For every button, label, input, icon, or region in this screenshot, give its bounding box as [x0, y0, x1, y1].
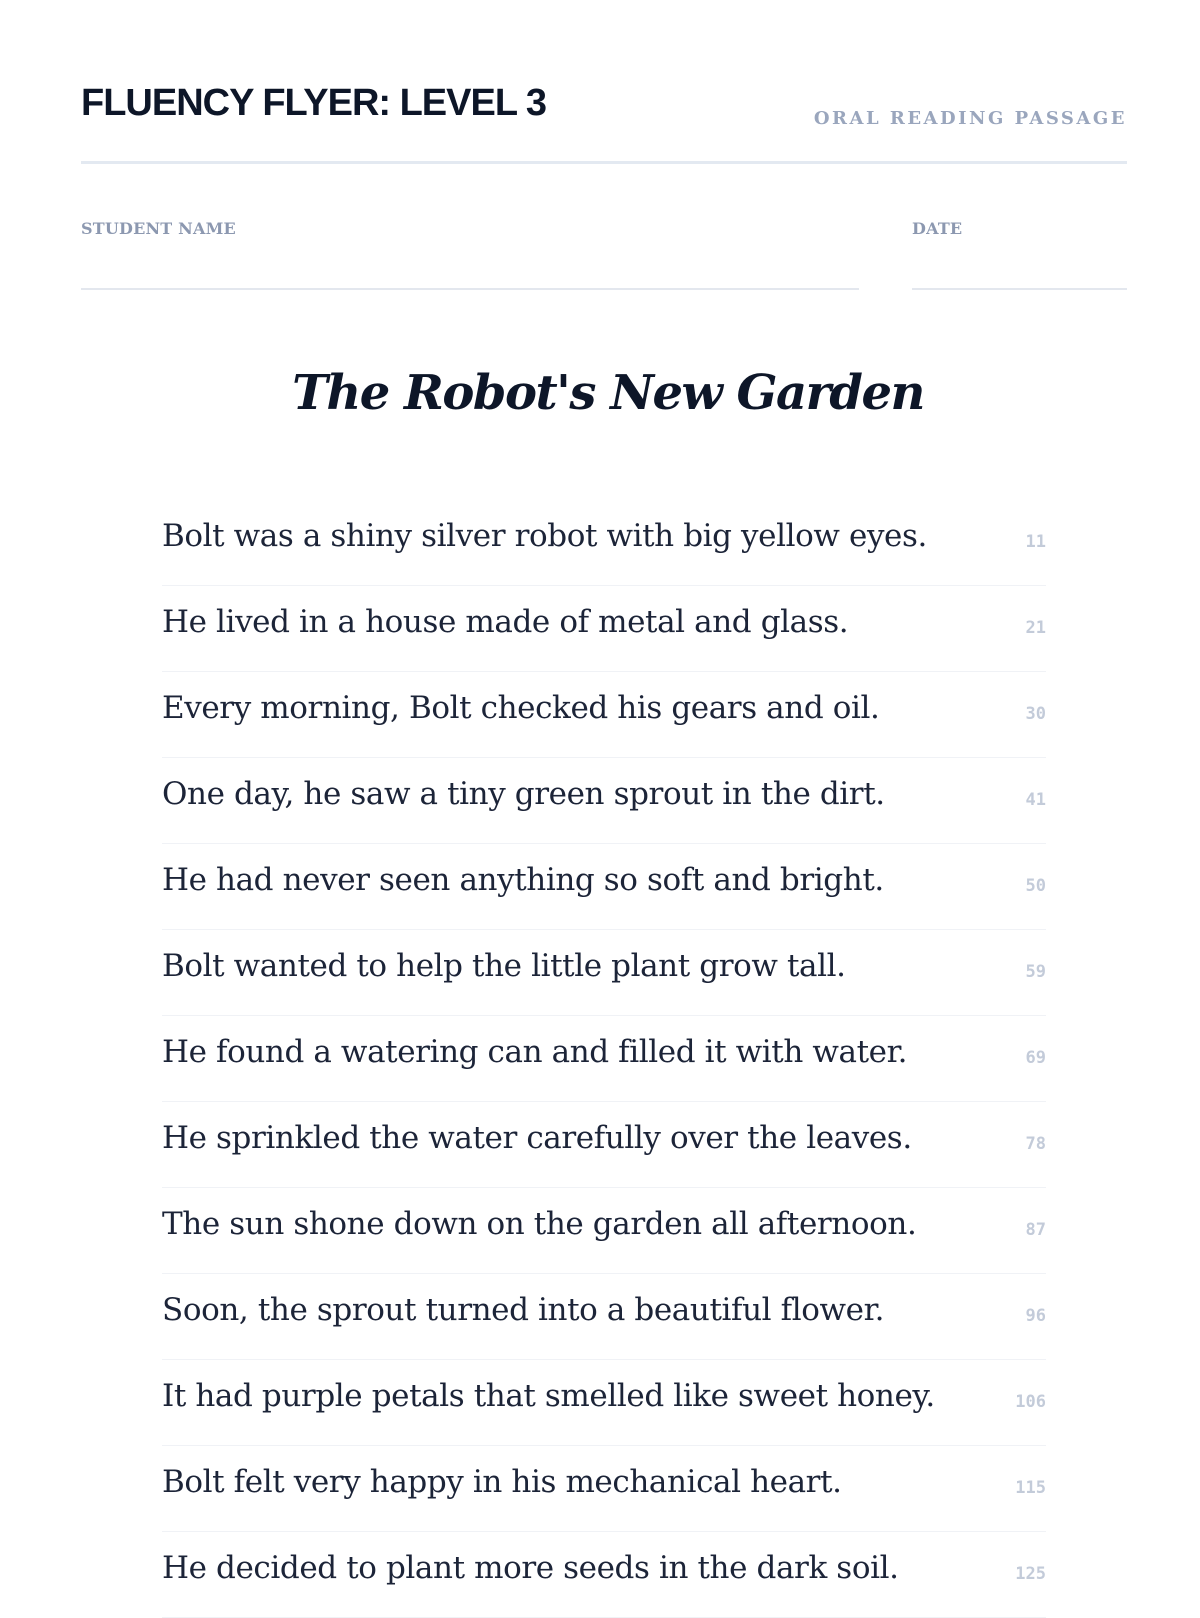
word-count: 50 [1025, 876, 1046, 896]
page-subtitle: ORAL READING PASSAGE [813, 108, 1127, 129]
passage-line-text: Bolt wanted to help the little plant grow tall. [162, 948, 846, 984]
word-count: 30 [1025, 704, 1046, 724]
passage-line-text: The sun shone down on the garden all afternoon. [162, 1206, 917, 1242]
word-count: 125 [1015, 1564, 1046, 1584]
word-count: 41 [1025, 790, 1046, 810]
date-label: DATE [912, 219, 963, 238]
passage-line [162, 1188, 1046, 1274]
passage-line-text: Every morning, Bolt checked his gears and oil. [162, 690, 880, 726]
passage-line-text: He found a watering can and filled it with water. [162, 1034, 908, 1070]
passage-line [162, 1102, 1046, 1188]
passage-line [162, 930, 1046, 1016]
word-count: 87 [1025, 1220, 1046, 1240]
story-title: The Robot's New Garden [292, 365, 924, 421]
passage-line [162, 1446, 1046, 1532]
passage-line-text: He lived in a house made of metal and glass. [162, 604, 849, 640]
passage-line [162, 1532, 1046, 1618]
page-header [81, 78, 1127, 164]
page-title: FLUENCY FLYER: LEVEL 3 [81, 82, 547, 124]
passage-line-text: Bolt felt very happy in his mechanical heart. [162, 1464, 842, 1500]
word-count: 59 [1025, 962, 1046, 982]
passage-line [162, 586, 1046, 672]
word-count: 106 [1015, 1392, 1046, 1412]
passage-line-text: He decided to plant more seeds in the dark soil. [162, 1550, 899, 1586]
word-count: 69 [1025, 1048, 1046, 1068]
student-name-field[interactable] [81, 219, 859, 290]
passage-line-text: One day, he saw a tiny green sprout in the dirt. [162, 776, 885, 812]
word-count: 11 [1025, 532, 1046, 552]
reading-passage [162, 500, 1046, 1618]
word-count: 115 [1015, 1478, 1046, 1498]
passage-line [162, 1016, 1046, 1102]
passage-line-text: Soon, the sprout turned into a beautiful flower. [162, 1292, 885, 1328]
word-count: 21 [1025, 618, 1046, 638]
passage-line [162, 672, 1046, 758]
passage-line [162, 1360, 1046, 1446]
passage-line-text: It had purple petals that smelled like sweet honey. [162, 1378, 935, 1414]
passage-line [162, 844, 1046, 930]
passage-line [162, 500, 1046, 586]
passage-line-text: Bolt was a shiny silver robot with big yellow eyes. [162, 518, 927, 554]
passage-line-text: He sprinkled the water carefully over the leaves. [162, 1120, 912, 1156]
word-count: 78 [1025, 1134, 1046, 1154]
passage-line-text: He had never seen anything so soft and bright. [162, 862, 884, 898]
date-field[interactable] [912, 219, 1127, 290]
passage-line [162, 758, 1046, 844]
word-count: 96 [1025, 1306, 1046, 1326]
student-name-label: STUDENT NAME [81, 219, 236, 238]
passage-line [162, 1274, 1046, 1360]
